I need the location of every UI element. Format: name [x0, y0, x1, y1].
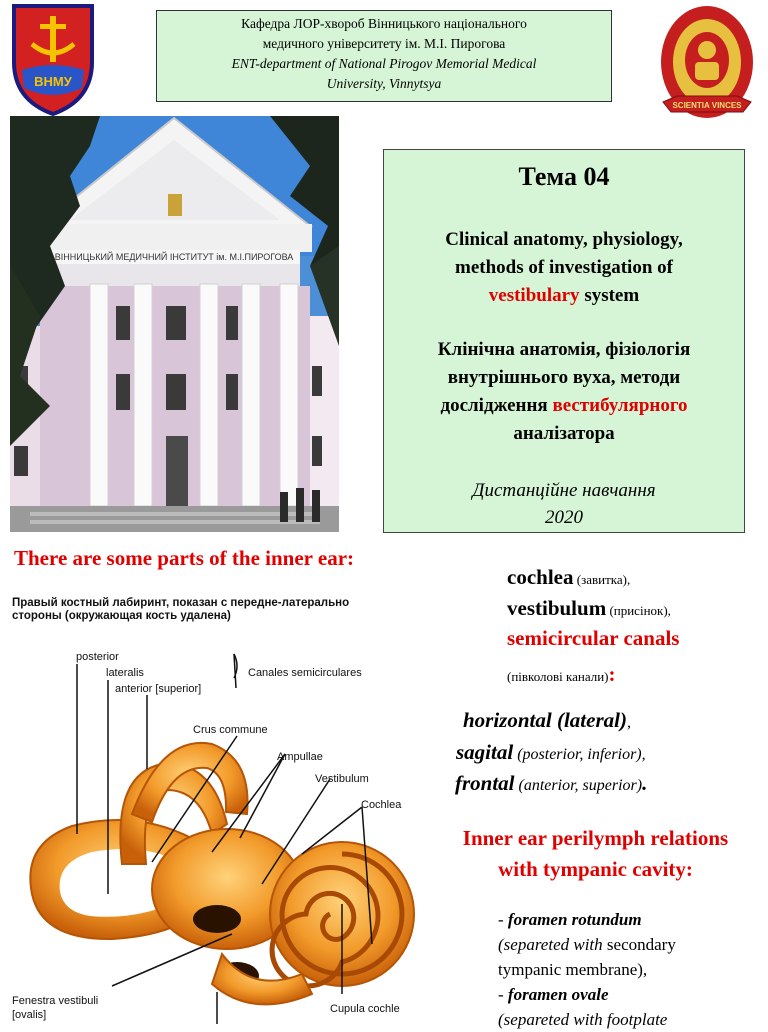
- topic-box: [383, 149, 745, 533]
- university-seal-right: [657, 2, 757, 128]
- ovale-note-italic: (separeted with footplate: [498, 1010, 668, 1029]
- topic-ua-line-1: Клінічна анатомія, фізіологія: [437, 339, 691, 360]
- topic-en-line-1: Clinical anatomy, physiology,: [445, 229, 683, 250]
- topic-en-line-2: methods of investigation of: [455, 257, 673, 278]
- header-line-3: ENT-department of National Pirogov Memorial Medical: [231, 56, 537, 71]
- topic-en-line-3-rest: system: [579, 285, 640, 306]
- header-line-1: Кафедра ЛОР-хвороб Вінницького національного: [241, 16, 527, 31]
- canal-frontal-term: frontal: [455, 771, 515, 795]
- vestibulum-translation: (присінок),: [606, 603, 671, 618]
- canal-horizontal: [463, 708, 631, 733]
- foramen-dash-2: -: [498, 985, 508, 1004]
- topic-ua-line-3: [384, 392, 744, 420]
- cochlea-term: cochlea: [507, 565, 574, 589]
- label-fenestra: Fenestra vestibuli: [12, 995, 99, 1007]
- canal-frontal-end: .: [642, 771, 648, 795]
- topic-ua-highlight: вестибулярного: [552, 395, 688, 416]
- canals-colon: :: [608, 662, 616, 686]
- canal-sagital-term: sagital: [456, 740, 514, 764]
- svg-text:ВІННИЦЬКИЙ МЕДИЧНИЙ ІНСТИТУТ і: ВІННИЦЬКИЙ МЕДИЧНИЙ ІНСТИТУТ ім. М.І.ПИРОГОВА: [54, 252, 294, 262]
- canal-sagital: [456, 740, 646, 765]
- inner-ear-diagram: [12, 594, 420, 1024]
- relations-heading-line-1: Inner ear perilymph relations: [462, 826, 729, 850]
- canal-horizontal-term: horizontal (lateral): [463, 708, 627, 732]
- label-vestibulum: Vestibulum: [315, 773, 369, 785]
- distance-learning: [384, 477, 744, 531]
- canals-term: semicircular canals: [507, 626, 680, 650]
- canal-frontal: [455, 771, 647, 796]
- university-logo-left: [10, 2, 96, 116]
- topic-en-highlight: vestibulary: [488, 285, 580, 306]
- canals-translation: (півколові канали): [507, 669, 609, 684]
- rotundum-note-rest: secondary: [602, 935, 676, 954]
- foramen-rotundum-note: [498, 932, 676, 957]
- department-header: [156, 10, 612, 102]
- header-line-4: University, Vinnytsya: [326, 76, 442, 91]
- relations-heading-line-2: with tympanic cavity:: [498, 857, 693, 881]
- canal-horizontal-end: ,: [626, 714, 631, 731]
- svg-text:SCIENTIA VINCES: SCIENTIA VINCES: [672, 101, 742, 110]
- topic-ukrainian: [384, 336, 744, 448]
- label-lateralis: lateralis: [106, 667, 144, 679]
- diagram-caption-1: Правый костный лабиринт, показан с передне-латерально: [12, 597, 350, 609]
- diagram-caption-2: стороны (окружающая кость удалена): [12, 610, 231, 622]
- topic-title: Тема 04: [518, 162, 610, 191]
- foramen-ovale-note: [498, 1007, 676, 1032]
- canals-translation-line: [507, 662, 616, 687]
- parts-heading: There are some parts of the inner ear:: [14, 546, 355, 570]
- topic-en-line-3: [384, 282, 744, 310]
- canal-sagital-note: (posterior, inferior),: [513, 746, 646, 763]
- label-cochlea: Cochlea: [361, 799, 402, 811]
- topic-ua-line-2: внутрішнього вуха, методи: [447, 367, 681, 388]
- rotundum-note-line-2: tympanic membrane),: [498, 960, 648, 979]
- label-crus-commune: Crus commune: [193, 724, 268, 736]
- label-canales: Canales semicirculares: [248, 667, 362, 679]
- relations-heading: [428, 823, 763, 885]
- header-line-2: медичного університету ім. М.І. Пирогова: [262, 36, 506, 51]
- building-photo: [10, 116, 339, 532]
- cochlea-translation: (завитка),: [573, 572, 631, 587]
- foramen-ovale: [498, 982, 676, 1007]
- foramen-dash-1: -: [498, 910, 508, 929]
- label-posterior: posterior: [76, 651, 119, 663]
- label-anterior: anterior [superior]: [115, 683, 202, 695]
- foramen-rotundum: [498, 907, 676, 932]
- canal-frontal-note: (anterior, superior): [514, 777, 643, 794]
- foramen-list: [498, 907, 676, 1032]
- label-ampullae: Ampullae: [277, 751, 323, 763]
- foramen-rotundum-term: foramen rotundum: [507, 910, 642, 929]
- distance-year: 2020: [545, 507, 583, 528]
- foramen-ovale-term: foramen ovale: [507, 985, 609, 1004]
- topic-english: [384, 226, 744, 310]
- rotundum-note-italic: (separeted with: [498, 935, 603, 954]
- part-cochlea: [507, 565, 630, 590]
- distance-line-1: Дистанційне навчання: [472, 480, 656, 501]
- vestibulum-term: vestibulum: [507, 596, 607, 620]
- part-vestibulum: [507, 596, 671, 621]
- label-cupula: Cupula cochle: [330, 1003, 400, 1015]
- svg-text:ВНМУ: ВНМУ: [34, 74, 72, 89]
- label-fenestra-ovalis: [ovalis]: [12, 1009, 47, 1021]
- topic-ua-line-3-start: дослідження: [440, 395, 553, 416]
- topic-ua-line-4: аналізатора: [513, 423, 615, 444]
